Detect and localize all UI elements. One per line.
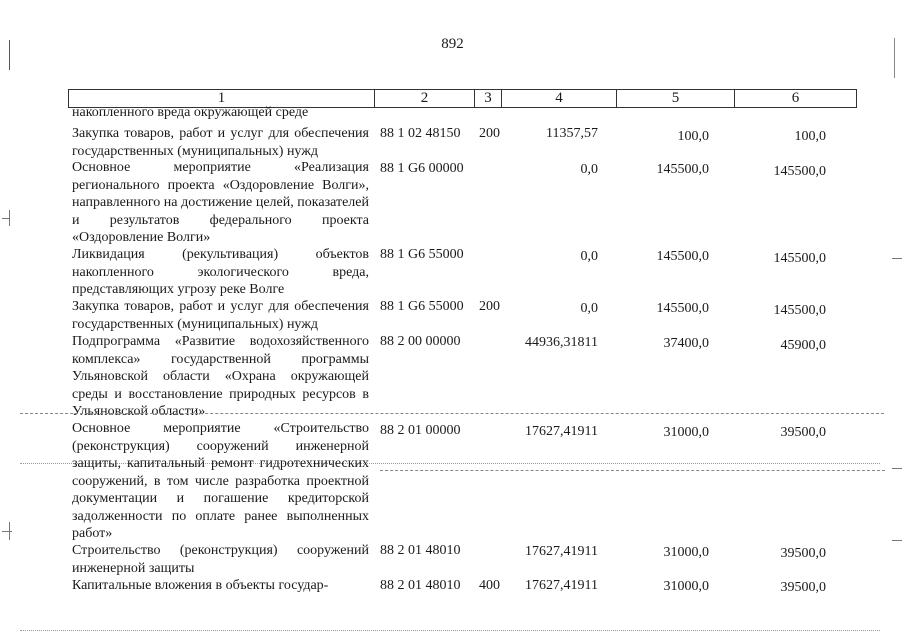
row-value-5: 37400,0	[663, 336, 709, 351]
row-value-4: 0,0	[580, 162, 598, 177]
row-description: Основное мероприятие «Строительство (реконструкция) сооружений инженерной защиты, капитальный ремонт гидротехнических сооружений, в том числе разработка проектной документации и погашение кредиторской задолженности по оплате ранее выполненных работ»	[72, 421, 369, 541]
header-col-6: 6	[791, 90, 800, 106]
row-value-4: 44936,31811	[525, 335, 598, 350]
row-code: 88 2 00 00000	[380, 334, 461, 349]
edge-mark	[9, 522, 10, 540]
row-code: 88 1 G6 00000	[380, 161, 464, 176]
row-description: Капитальные вложения в объекты государ-	[72, 578, 329, 593]
row-value-5: 145500,0	[656, 301, 709, 316]
row-value-4: 0,0	[580, 249, 598, 264]
row-value-6: 45900,0	[780, 338, 826, 353]
row-code: 88 1 G6 55000	[380, 299, 464, 314]
row-value-5: 31000,0	[663, 579, 709, 594]
row-value-5: 145500,0	[656, 162, 709, 177]
header-col-4: 4	[502, 90, 617, 107]
edge-mark	[2, 531, 12, 532]
row-vr: 200	[479, 299, 500, 314]
edge-mark	[892, 258, 902, 259]
scan-artifact-line	[380, 470, 885, 471]
row-value-5: 31000,0	[663, 545, 709, 560]
scan-artifact-line	[20, 413, 884, 414]
row-description: Закупка товаров, работ и услуг для обеспечения государственных (муниципальных) нужд	[72, 126, 369, 159]
row-value-6: 145500,0	[773, 303, 826, 318]
row-value-4: 17627,41911	[525, 578, 598, 593]
row-vr: 400	[479, 578, 500, 593]
row-value-4: 0,0	[580, 301, 598, 316]
row-description: Закупка товаров, работ и услуг для обеспечения государственных (муниципальных) нужд	[72, 299, 369, 332]
row-value-6: 39500,0	[780, 546, 826, 561]
row-value-6: 100,0	[794, 129, 826, 144]
row-description: Ликвидация (рекультивация) объектов накопленного экологического вреда, представляющих угрозу реке Волге	[72, 247, 369, 297]
row-value-5: 145500,0	[656, 249, 709, 264]
row-vr: 200	[479, 126, 500, 141]
edge-mark	[892, 540, 902, 541]
row-value-6: 145500,0	[773, 251, 826, 266]
margin-rule-right	[894, 38, 895, 78]
row-code: 88 2 01 00000	[380, 423, 461, 438]
header-col-5: 5	[617, 90, 735, 107]
row-value-4: 17627,41911	[525, 424, 598, 439]
header-col-3: 3	[475, 90, 502, 107]
row-description: Строительство (реконструкция) сооружений инженерной защиты	[72, 543, 369, 576]
edge-mark	[9, 210, 10, 226]
scan-artifact-line	[20, 630, 880, 631]
row-value-6: 39500,0	[780, 580, 826, 595]
row-value-4: 11357,57	[546, 126, 598, 141]
row-code: 88 2 01 48010	[380, 543, 461, 558]
row-value-4: 17627,41911	[525, 544, 598, 559]
row-value-5: 100,0	[677, 129, 709, 144]
row-code: 88 1 02 48150	[380, 126, 461, 141]
margin-rule-left	[9, 40, 10, 70]
header-col-2: 2	[375, 90, 475, 107]
row-code: 88 1 G6 55000	[380, 247, 464, 262]
row-description: накопленного вреда окружающей среде	[72, 105, 309, 120]
row-description: Основное мероприятие «Реализация регионального проекта «Оздоровление Волги», направленного на достижение целей, показателей и результатов федерального проекта «Оздоровление Волги»	[72, 160, 369, 245]
row-code: 88 2 01 48010	[380, 578, 461, 593]
row-description: Подпрограмма «Развитие водохозяйственного комплекса» государственной программы Ульяновской области «Охрана окружающей среды и восстановление природных ресурсов в Ульяновской области»	[72, 334, 369, 419]
edge-mark	[892, 468, 902, 469]
row-value-6: 39500,0	[780, 425, 826, 440]
page-number: 892	[441, 36, 464, 52]
row-value-6: 145500,0	[773, 164, 826, 179]
header-col-1: 1	[69, 90, 375, 107]
row-value-5: 31000,0	[663, 425, 709, 440]
